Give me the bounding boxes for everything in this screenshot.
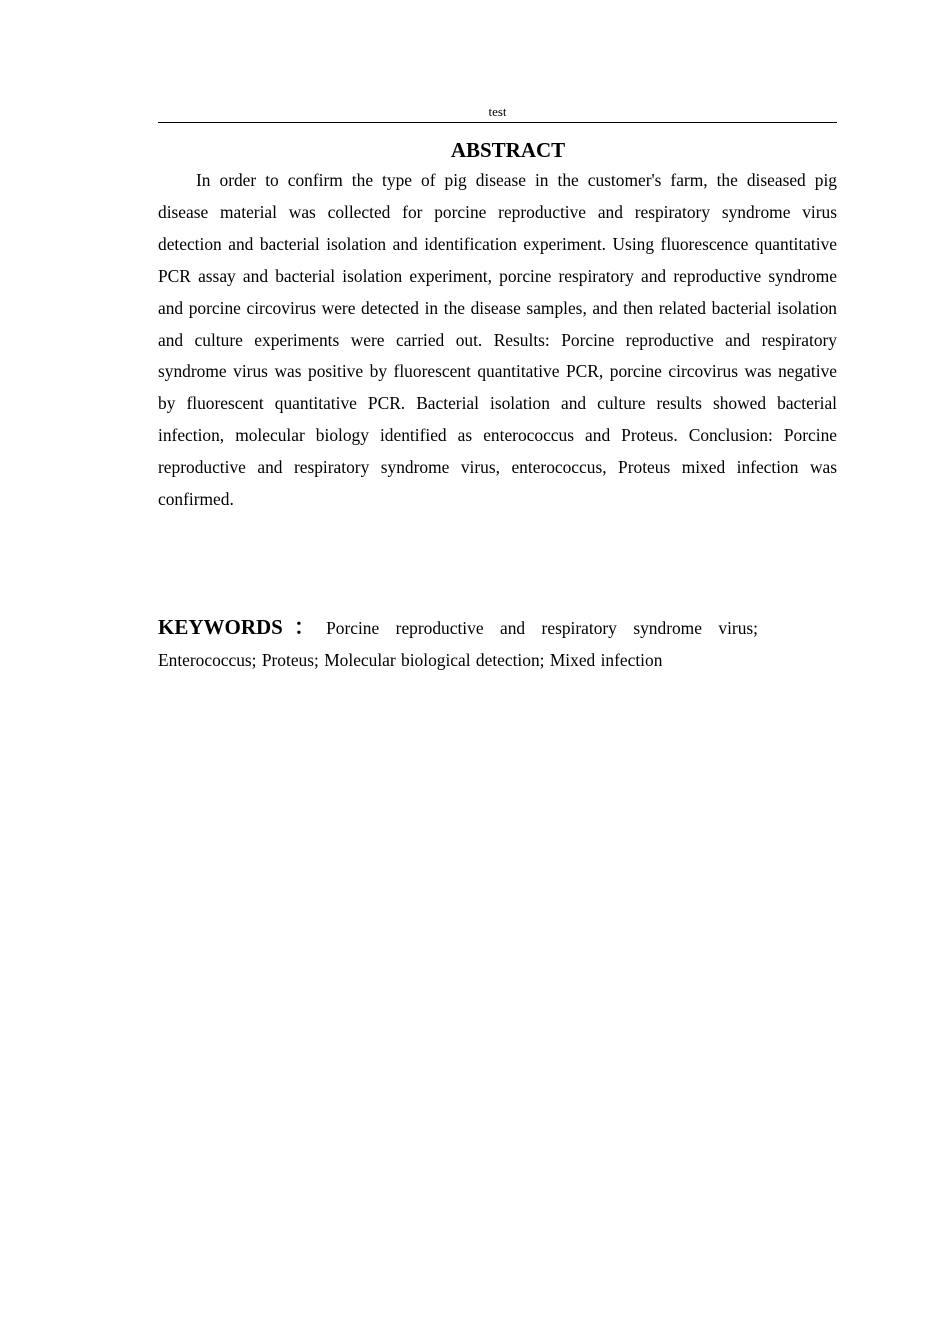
abstract-heading: ABSTRACT [450,138,566,162]
keywords-label: KEYWORDS： [158,615,327,639]
abstract-paragraph: In order to confirm the type of pig disease in the customer's farm, the diseased pig disease material was collected for porcine reproductive and respiratory syndrome virus detection and bacterial isolation and identification experiment. Using fluorescence quantitative PCR assay and bacterial isolation experiment, porcine respiratory and reproductive syndrome and porcine circovirus were detected in the disease samples, and then related bacterial isolation and culture experiments were carried out. Results: Porcine reproductive and respiratory syndrome virus was positive by fluorescent quantitative PCR, porcine circovirus was negative by fluorescent quantitative PCR. Bacterial isolation and culture results showed bacterial infection, molecular biology identified as enterococcus and Proteus. Conclusion: Porcine reproductive and respiratory syndrome virus, enterococcus, Proteus mixed infection was confirmed. [158,170,837,510]
keywords-text: Porcine reproductive and respiratory syndrome virus; Enterococcus; Proteus; Molecular biological detection; Mixed infection [158,618,758,670]
header-divider [158,122,837,123]
keywords-section [158,611,758,676]
running-header: test [488,104,507,119]
